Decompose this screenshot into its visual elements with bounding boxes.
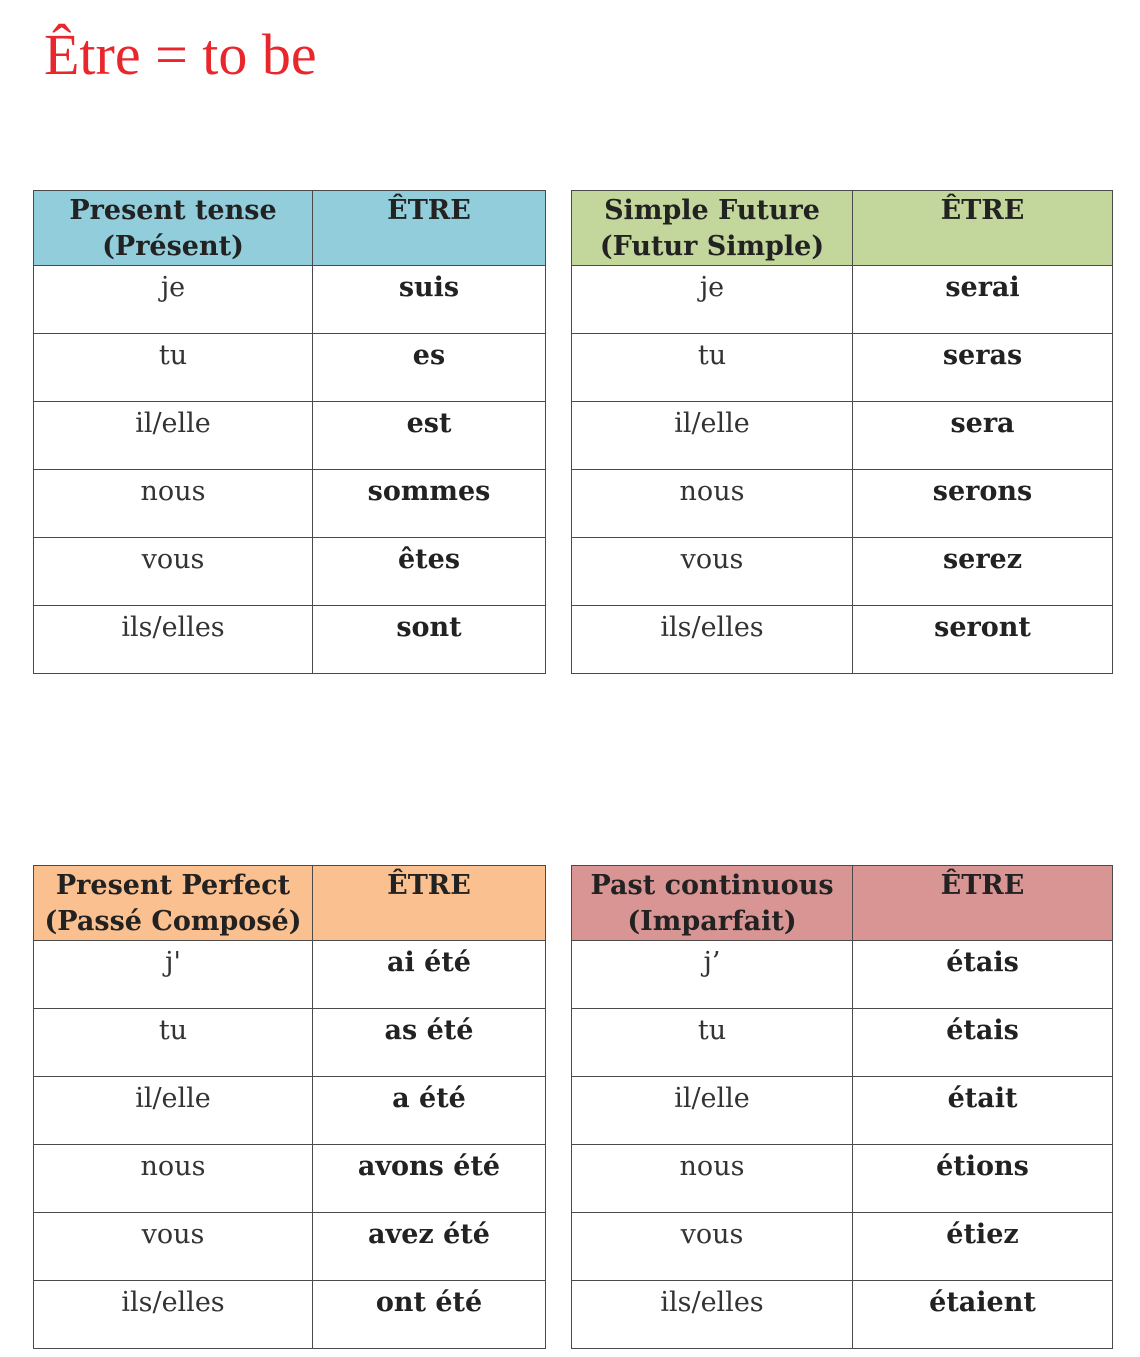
table-row bbox=[34, 266, 546, 334]
table-row bbox=[34, 941, 546, 1009]
conjugation-cell: avez été bbox=[313, 1213, 546, 1281]
verb-header: ÊTRE bbox=[853, 191, 1113, 266]
pronoun-cell: tu bbox=[572, 334, 853, 402]
conjugation-cell: seront bbox=[853, 606, 1113, 674]
tense-name: Past continuous bbox=[590, 870, 834, 901]
tense-name: Present tense bbox=[69, 195, 277, 226]
conjugation-cell: seras bbox=[853, 334, 1113, 402]
table-row bbox=[572, 266, 1113, 334]
tense-french-name: (Imparfait) bbox=[627, 906, 797, 937]
pronoun-cell: je bbox=[572, 266, 853, 334]
pronoun-cell: il/elle bbox=[572, 402, 853, 470]
conjugation-cell: a été bbox=[313, 1077, 546, 1145]
table-header-row bbox=[572, 191, 1113, 266]
table-row bbox=[572, 1009, 1113, 1077]
pronoun-cell: vous bbox=[572, 538, 853, 606]
table-row bbox=[572, 402, 1113, 470]
present-tense-table bbox=[33, 190, 546, 674]
verb-header: ÊTRE bbox=[853, 866, 1113, 941]
table-row bbox=[572, 334, 1113, 402]
conjugation-cell: étais bbox=[853, 1009, 1113, 1077]
conjugation-cell: es bbox=[313, 334, 546, 402]
pronoun-cell: il/elle bbox=[34, 1077, 313, 1145]
pronoun-cell: vous bbox=[572, 1213, 853, 1281]
table-header-row bbox=[34, 866, 546, 941]
conjugation-cell: étaient bbox=[853, 1281, 1113, 1349]
table-row bbox=[34, 1281, 546, 1349]
verb-header: ÊTRE bbox=[313, 866, 546, 941]
tense-name: Present Perfect bbox=[55, 870, 291, 901]
conjugation-cell: était bbox=[853, 1077, 1113, 1145]
conjugation-cell: ont été bbox=[313, 1281, 546, 1349]
table-header-row bbox=[572, 866, 1113, 941]
conjugation-cell: serai bbox=[853, 266, 1113, 334]
table-row bbox=[34, 402, 546, 470]
conjugation-cell: sont bbox=[313, 606, 546, 674]
pronoun-cell: il/elle bbox=[572, 1077, 853, 1145]
pronoun-cell: vous bbox=[34, 538, 313, 606]
pronoun-cell: ils/elles bbox=[572, 606, 853, 674]
table-row bbox=[34, 334, 546, 402]
pronoun-cell: j’ bbox=[572, 941, 853, 1009]
page-title: Être = to be bbox=[44, 22, 317, 87]
pronoun-cell: nous bbox=[34, 470, 313, 538]
tense-header bbox=[34, 866, 313, 941]
table-row bbox=[572, 1281, 1113, 1349]
conjugation-cell: étions bbox=[853, 1145, 1113, 1213]
pronoun-cell: il/elle bbox=[34, 402, 313, 470]
tense-french-name: (Futur Simple) bbox=[599, 231, 825, 262]
tense-name: Simple Future bbox=[604, 195, 820, 226]
pronoun-cell: tu bbox=[34, 334, 313, 402]
tense-header bbox=[572, 191, 853, 266]
pronoun-cell: ils/elles bbox=[572, 1281, 853, 1349]
table-row bbox=[34, 1077, 546, 1145]
table-row bbox=[572, 1077, 1113, 1145]
conjugation-cell: as été bbox=[313, 1009, 546, 1077]
conjugation-cell: étais bbox=[853, 941, 1113, 1009]
conjugation-cell: serez bbox=[853, 538, 1113, 606]
simple-future-table bbox=[571, 190, 1113, 674]
table-row bbox=[34, 538, 546, 606]
table-row bbox=[34, 470, 546, 538]
pronoun-cell: nous bbox=[572, 470, 853, 538]
conjugation-cell: étiez bbox=[853, 1213, 1113, 1281]
conjugation-cell: sera bbox=[853, 402, 1113, 470]
pronoun-cell: je bbox=[34, 266, 313, 334]
table-row bbox=[572, 470, 1113, 538]
past-continuous-table bbox=[571, 865, 1113, 1349]
pronoun-cell: tu bbox=[572, 1009, 853, 1077]
table-row bbox=[572, 606, 1113, 674]
table-row bbox=[572, 538, 1113, 606]
table-header-row bbox=[34, 191, 546, 266]
tense-header bbox=[572, 866, 853, 941]
conjugation-cell: serons bbox=[853, 470, 1113, 538]
pronoun-cell: j' bbox=[34, 941, 313, 1009]
pronoun-cell: vous bbox=[34, 1213, 313, 1281]
conjugation-cell: est bbox=[313, 402, 546, 470]
conjugation-cell: ai été bbox=[313, 941, 546, 1009]
table-row bbox=[34, 1009, 546, 1077]
present-perfect-table bbox=[33, 865, 546, 1349]
conjugation-cell: sommes bbox=[313, 470, 546, 538]
conjugation-cell: êtes bbox=[313, 538, 546, 606]
pronoun-cell: ils/elles bbox=[34, 1281, 313, 1349]
tense-french-name: (Passé Composé) bbox=[44, 906, 302, 937]
pronoun-cell: tu bbox=[34, 1009, 313, 1077]
tense-french-name: (Présent) bbox=[102, 231, 244, 262]
pronoun-cell: nous bbox=[34, 1145, 313, 1213]
table-row bbox=[572, 1213, 1113, 1281]
conjugation-cell: suis bbox=[313, 266, 546, 334]
conjugation-cell: avons été bbox=[313, 1145, 546, 1213]
table-row bbox=[34, 1145, 546, 1213]
pronoun-cell: nous bbox=[572, 1145, 853, 1213]
tense-header bbox=[34, 191, 313, 266]
table-row bbox=[34, 1213, 546, 1281]
pronoun-cell: ils/elles bbox=[34, 606, 313, 674]
table-row bbox=[572, 941, 1113, 1009]
verb-header: ÊTRE bbox=[313, 191, 546, 266]
table-row bbox=[572, 1145, 1113, 1213]
table-row bbox=[34, 606, 546, 674]
